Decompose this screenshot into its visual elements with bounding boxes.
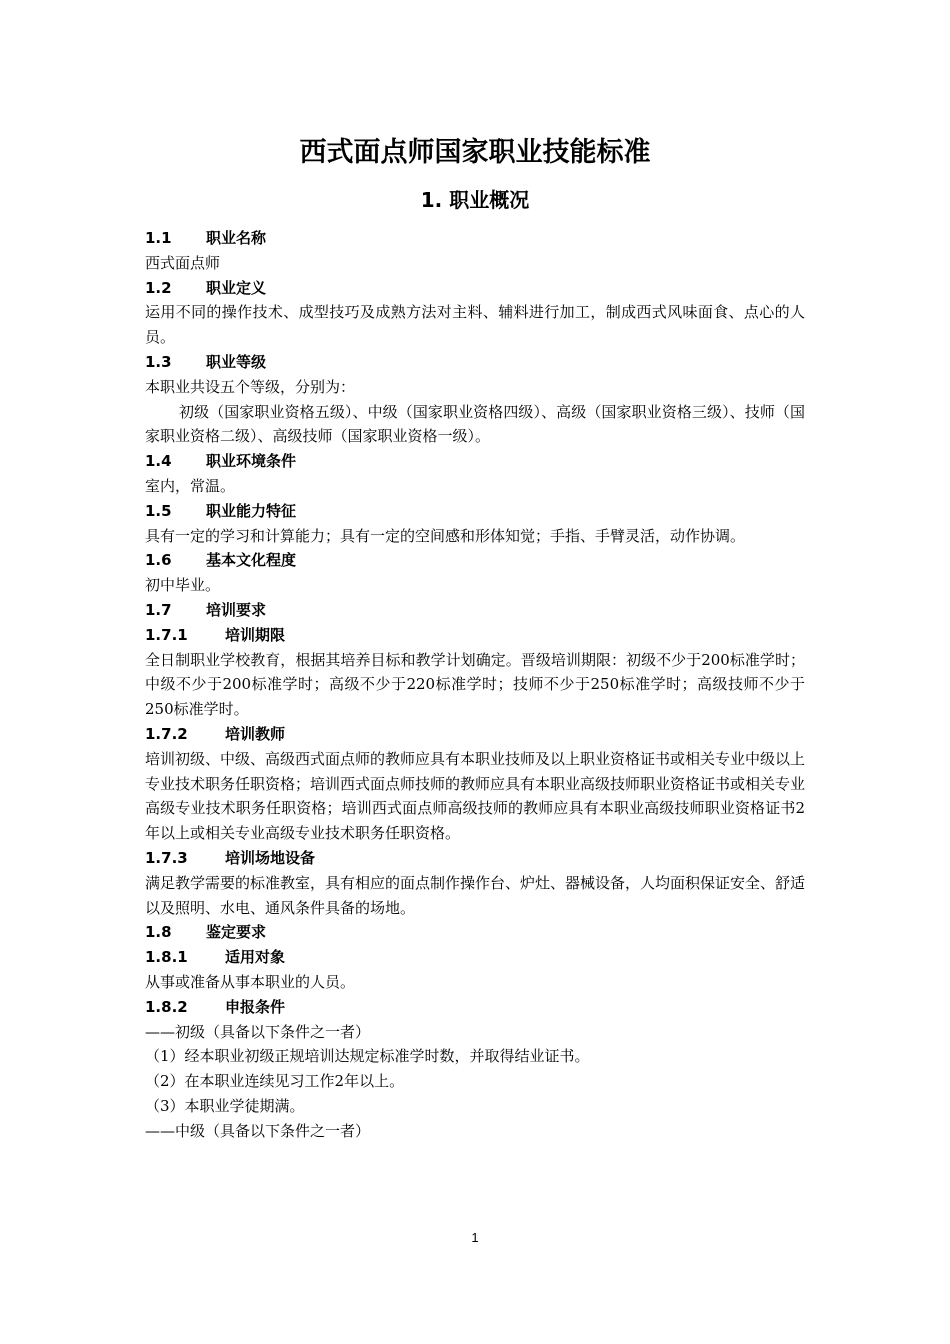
paragraph-1-5: 具有一定的学习和计算能力；具有一定的空间感和形体知觉；手指、手臂灵活，动作协调。 <box>145 526 746 545</box>
paragraph-1-7-2: 培训初级、中级、高级西式面点师的教师应具有本职业技师及以上职业资格证书或相关专业中级以上专业技术职务任职资格；培训西式面点师技师的教师应具有本职业高级技师职业资格证书或相关专业高级专业技术职务任职资格；培训西式面点师高级技师的教师应具有本职业高级技师职业资格证书2年以上或相关专业高级专业技术职务任职资格。 <box>145 749 806 843</box>
heading-1-5: 1.5 职业能力特征 <box>145 501 297 520</box>
paragraph-1-7-1: 全日制职业学校教育，根据其培养目标和教学计划确定。晋级培训期限：初级不少于200标准学时；中级不少于200标准学时；高级不少于220标准学时；技师不少于250标准学时；高级技师不少于250标准学时。 <box>145 650 805 719</box>
condition-line: ——初级（具备以下条件之一者） <box>145 1022 371 1041</box>
heading-1-3: 1.3 职业等级 <box>145 352 267 371</box>
heading-1-8-1: 1.8.1 适用对象 <box>145 948 286 967</box>
condition-line: （3）本职业学徒期满。 <box>145 1096 305 1115</box>
paragraph-1-3-levels: 初级（国家职业资格五级）、中级（国家职业资格四级）、高级（国家职业资格三级）、技师（国家职业资格二级）、高级技师（国家职业资格一级）。 <box>145 402 805 446</box>
paragraph-1-8-1: 从事或准备从事本职业的人员。 <box>145 972 356 991</box>
heading-1-7-2: 1.7.2 培训教师 <box>145 724 286 743</box>
condition-line: （2）在本职业连续见习工作2年以上。 <box>145 1072 405 1091</box>
condition-line: ——中级（具备以下条件之一者） <box>145 1121 371 1140</box>
heading-1-4: 1.4 职业环境条件 <box>145 452 297 471</box>
heading-1-7: 1.7 培训要求 <box>145 600 267 619</box>
heading-1-8-2: 1.8.2 申报条件 <box>145 997 286 1016</box>
heading-1-2: 1.2 职业定义 <box>145 278 267 297</box>
section-heading: 1. 职业概况 <box>420 188 530 212</box>
paragraph-1-3: 本职业共设五个等级，分别为： <box>145 377 356 396</box>
document-title: 西式面点师国家职业技能标准 <box>299 137 651 168</box>
paragraph-1-1: 西式面点师 <box>145 253 221 272</box>
condition-line: （1）经本职业初级正规培训达规定标准学时数，并取得结业证书。 <box>145 1047 590 1066</box>
paragraph-1-6: 初中毕业。 <box>145 576 221 595</box>
page-number: 1 <box>471 1230 479 1245</box>
heading-1-1: 1.1 职业名称 <box>145 229 267 247</box>
paragraph-1-7-3: 满足教学需要的标准教室，具有相应的面点制作操作台、炉灶、器械设备，人均面积保证安全、舒适以及照明、水电、通风条件具备的场地。 <box>145 873 806 917</box>
document-body <box>145 226 805 1143</box>
heading-1-7-3: 1.7.3 培训场地设备 <box>145 848 316 867</box>
heading-1-6: 1.6 基本文化程度 <box>145 551 297 570</box>
paragraph-1-2: 运用不同的操作技术、成型技巧及成熟方法对主料、辅料进行加工，制成西式风味面食、点心的人员。 <box>145 303 805 347</box>
heading-1-7-1: 1.7.1 培训期限 <box>145 625 286 644</box>
heading-1-8: 1.8 鉴定要求 <box>145 923 267 942</box>
paragraph-1-4: 室内，常温。 <box>145 476 236 495</box>
